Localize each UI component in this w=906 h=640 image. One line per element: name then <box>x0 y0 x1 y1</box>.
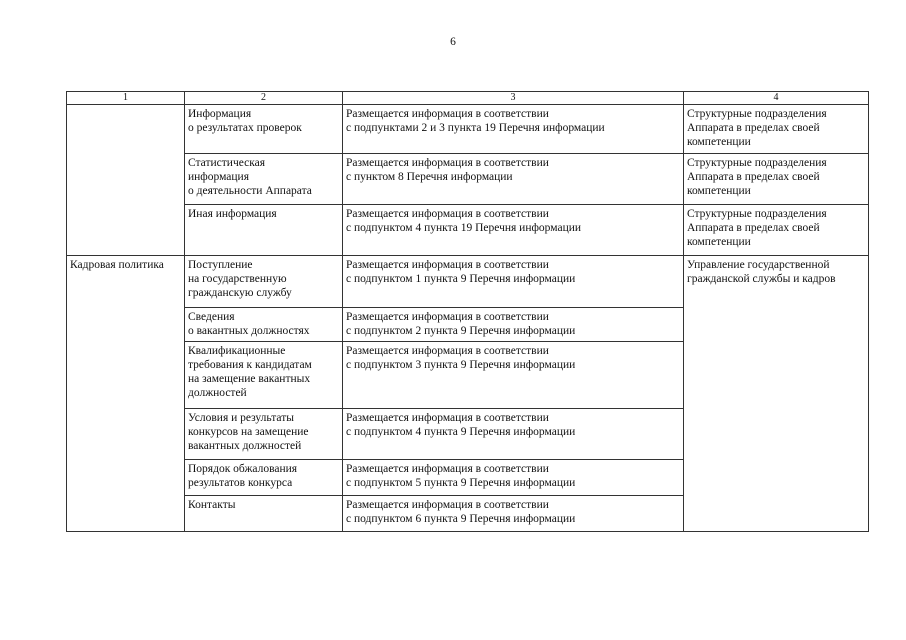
info-cell: Контакты <box>185 496 343 532</box>
info-table <box>66 91 869 532</box>
basis-cell: Размещается информация в соответствии с подпунктом 4 пункта 19 Перечня информации <box>343 205 684 256</box>
table-row <box>67 154 869 205</box>
basis-cell: Размещается информация в соответствии с подпунктом 6 пункта 9 Перечня информации <box>343 496 684 532</box>
info-cell: Информация о результатах проверок <box>185 105 343 154</box>
table-row <box>67 105 869 154</box>
info-cell: Квалификационные требования к кандидатам на замещение вакантных должностей <box>185 342 343 409</box>
table-row <box>67 205 869 256</box>
basis-cell: Размещается информация в соответствии с подпунктом 5 пункта 9 Перечня информации <box>343 460 684 496</box>
responsible-cell: Структурные подразделения Аппарата в пределах своей компетенции <box>684 154 869 205</box>
basis-cell: Размещается информация в соответствии с подпунктом 4 пункта 9 Перечня информации <box>343 409 684 460</box>
info-cell: Условия и результаты конкурсов на замещение вакантных должностей <box>185 409 343 460</box>
header-cell-1: 1 <box>67 92 185 105</box>
header-cell-4: 4 <box>684 92 869 105</box>
info-cell: Порядок обжалования результатов конкурса <box>185 460 343 496</box>
basis-cell: Размещается информация в соответствии с подпунктом 3 пункта 9 Перечня информации <box>343 342 684 409</box>
info-cell: Статистическая информация о деятельности Аппарата <box>185 154 343 205</box>
basis-cell: Размещается информация в соответствии с подпунктами 2 и 3 пункта 19 Перечня информации <box>343 105 684 154</box>
info-cell: Сведения о вакантных должностях <box>185 308 343 342</box>
page-number: 6 <box>450 36 456 48</box>
responsible-cell: Структурные подразделения Аппарата в пределах своей компетенции <box>684 105 869 154</box>
section-cell-empty <box>67 105 185 256</box>
basis-cell: Размещается информация в соответствии с подпунктом 2 пункта 9 Перечня информации <box>343 308 684 342</box>
table-row <box>67 256 869 308</box>
info-cell: Поступление на государственную гражданскую службу <box>185 256 343 308</box>
table-header-row <box>67 92 869 105</box>
responsible-cell: Управление государственной гражданской службы и кадров <box>684 256 869 532</box>
header-cell-3: 3 <box>343 92 684 105</box>
basis-cell: Размещается информация в соответствии с пунктом 8 Перечня информации <box>343 154 684 205</box>
section-cell: Кадровая политика <box>67 256 185 532</box>
basis-cell: Размещается информация в соответствии с подпунктом 1 пункта 9 Перечня информации <box>343 256 684 308</box>
header-cell-2: 2 <box>185 92 343 105</box>
info-cell: Иная информация <box>185 205 343 256</box>
responsible-cell: Структурные подразделения Аппарата в пределах своей компетенции <box>684 205 869 256</box>
